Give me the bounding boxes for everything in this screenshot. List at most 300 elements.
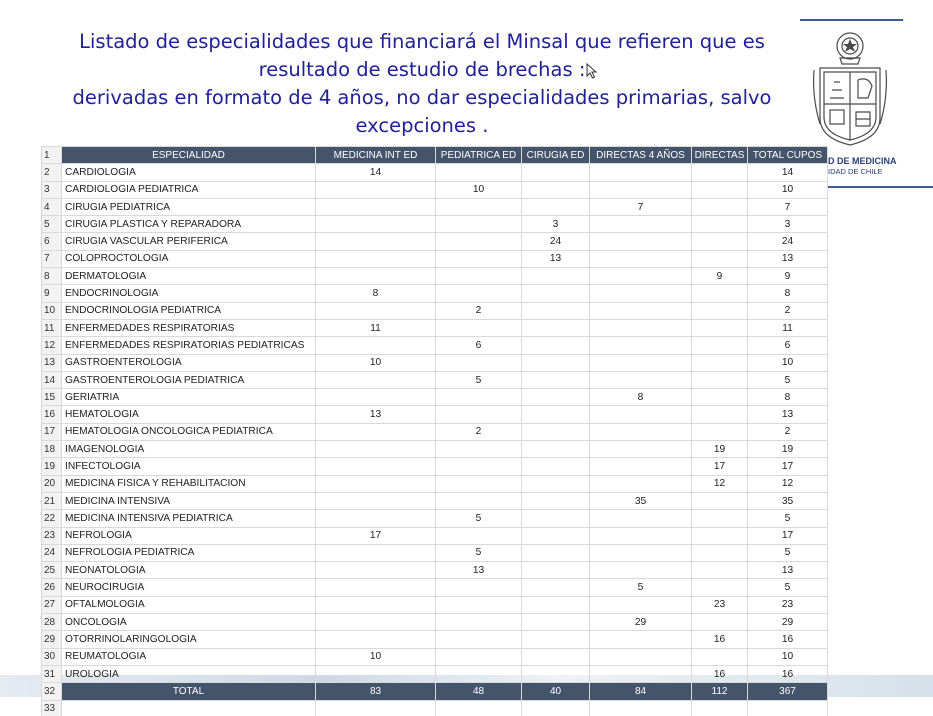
cell-cirugia-ed	[522, 354, 590, 371]
cell-cirugia-ed	[522, 510, 590, 527]
row-number: 10	[42, 302, 62, 319]
cell-total-cupos: 5	[748, 579, 828, 596]
row-number: 16	[42, 406, 62, 423]
cell-total-cupos: 11	[748, 319, 828, 336]
cell-especialidad: CIRUGIA PEDIATRICA	[62, 198, 316, 215]
cell-cirugia-ed	[522, 389, 590, 406]
cell-pediatrica-ed: 2	[436, 302, 522, 319]
cell-directas: 19	[692, 441, 748, 458]
cell-cirugia-ed	[522, 181, 590, 198]
cell-medicina-int-ed	[316, 337, 436, 354]
row-number: 1	[42, 147, 62, 164]
cell-medicina-int-ed	[316, 216, 436, 233]
cell-pediatrica-ed	[436, 631, 522, 648]
cell-cirugia-ed	[522, 614, 590, 631]
row-number: 7	[42, 250, 62, 267]
cell-cirugia-ed	[522, 665, 590, 682]
title-line-2: resultado de estudio de brechas :	[258, 58, 586, 81]
cell-cirugia-ed	[522, 527, 590, 544]
cell-cirugia-ed	[522, 302, 590, 319]
cell-directas: 16	[692, 665, 748, 682]
cell-cirugia-ed	[522, 164, 590, 181]
row-number: 30	[42, 648, 62, 665]
cell-total-cupos: 13	[748, 250, 828, 267]
cell-cirugia-ed	[522, 441, 590, 458]
total-cirugia-ed: 40	[522, 683, 590, 700]
cell-medicina-int-ed	[316, 614, 436, 631]
row-number: 18	[42, 441, 62, 458]
row-number: 5	[42, 216, 62, 233]
cell-cirugia-ed: 24	[522, 233, 590, 250]
cell-directas	[692, 544, 748, 561]
cell-medicina-int-ed: 11	[316, 319, 436, 336]
table-row	[42, 302, 828, 319]
cell-directas: 12	[692, 475, 748, 492]
row-number: 33	[42, 700, 62, 716]
total-directas-4-anos: 84	[590, 683, 692, 700]
row-number: 6	[42, 233, 62, 250]
specialties-table	[41, 146, 828, 716]
cell-directas	[692, 492, 748, 509]
table-row	[42, 285, 828, 302]
cell-directas-4-anos	[590, 406, 692, 423]
cell-cirugia-ed	[522, 319, 590, 336]
cell-medicina-int-ed: 17	[316, 527, 436, 544]
cell-cirugia-ed	[522, 475, 590, 492]
cell-directas-4-anos	[590, 475, 692, 492]
cell-directas-4-anos	[590, 527, 692, 544]
cell-pediatrica-ed	[436, 441, 522, 458]
cell-total-cupos: 7	[748, 198, 828, 215]
mouse-cursor-icon	[586, 63, 598, 79]
cell-directas-4-anos	[590, 354, 692, 371]
row-number: 20	[42, 475, 62, 492]
cell-cirugia-ed	[522, 562, 590, 579]
table-row	[42, 527, 828, 544]
cell-cirugia-ed	[522, 492, 590, 509]
cell-medicina-int-ed	[316, 233, 436, 250]
row-number: 27	[42, 596, 62, 613]
row-number: 21	[42, 492, 62, 509]
cell-medicina-int-ed: 14	[316, 164, 436, 181]
cell-total-cupos: 24	[748, 233, 828, 250]
cell-especialidad: INFECTOLOGIA	[62, 458, 316, 475]
cell-total-cupos: 9	[748, 268, 828, 285]
cell-directas-4-anos	[590, 596, 692, 613]
total-pediatrica-ed: 48	[436, 683, 522, 700]
row-number: 24	[42, 544, 62, 561]
cell-directas	[692, 527, 748, 544]
cell-especialidad: MEDICINA FISICA Y REHABILITACION	[62, 475, 316, 492]
cell-directas	[692, 337, 748, 354]
cell-cirugia-ed	[522, 268, 590, 285]
cell-pediatrica-ed: 5	[436, 510, 522, 527]
cell-directas-4-anos	[590, 268, 692, 285]
row-number: 28	[42, 614, 62, 631]
table-row	[42, 579, 828, 596]
cell-especialidad: MEDICINA INTENSIVA	[62, 492, 316, 509]
cell-total-cupos: 10	[748, 648, 828, 665]
cell-especialidad: GERIATRIA	[62, 389, 316, 406]
cell-directas	[692, 354, 748, 371]
column-header-especialidad: ESPECIALIDAD	[62, 147, 316, 164]
row-number: 9	[42, 285, 62, 302]
total-medicina-int-ed: 83	[316, 683, 436, 700]
cell-directas	[692, 510, 748, 527]
cell-especialidad: NEFROLOGIA PEDIATRICA	[62, 544, 316, 561]
cell-total-cupos: 5	[748, 371, 828, 388]
cell-pediatrica-ed: 5	[436, 371, 522, 388]
column-header-pediatrica-ed: PEDIATRICA ED	[436, 147, 522, 164]
cell-cirugia-ed	[522, 198, 590, 215]
cell-directas	[692, 562, 748, 579]
table-row	[42, 337, 828, 354]
table-row	[42, 458, 828, 475]
cell-especialidad: CARDIOLOGIA	[62, 164, 316, 181]
row-number: 19	[42, 458, 62, 475]
table-row	[42, 198, 828, 215]
cell-total-cupos: 5	[748, 544, 828, 561]
title-line-1: Listado de especialidades que financiará el Minsal que refieren que es	[79, 30, 765, 53]
cell-directas	[692, 423, 748, 440]
table-row	[42, 492, 828, 509]
cell-medicina-int-ed	[316, 510, 436, 527]
row-number: 8	[42, 268, 62, 285]
row-number: 15	[42, 389, 62, 406]
table-row	[42, 475, 828, 492]
table-row	[42, 614, 828, 631]
cell-especialidad: GASTROENTEROLOGIA	[62, 354, 316, 371]
cell-directas	[692, 250, 748, 267]
row-number: 4	[42, 198, 62, 215]
cell-directas	[692, 319, 748, 336]
cell-directas	[692, 164, 748, 181]
row-number: 29	[42, 631, 62, 648]
cell-total-cupos: 17	[748, 458, 828, 475]
cell-total-cupos: 13	[748, 406, 828, 423]
table-row	[42, 423, 828, 440]
cell-directas-4-anos: 7	[590, 198, 692, 215]
cell-directas	[692, 233, 748, 250]
column-header-medicina-int-ed: MEDICINA INT ED	[316, 147, 436, 164]
row-number: 22	[42, 510, 62, 527]
cell-especialidad: ENFERMEDADES RESPIRATORIAS	[62, 319, 316, 336]
row-number: 25	[42, 562, 62, 579]
column-header-total-cupos: TOTAL CUPOS	[748, 147, 828, 164]
cell-total-cupos: 2	[748, 423, 828, 440]
cell-directas	[692, 389, 748, 406]
cell-directas	[692, 614, 748, 631]
cell-pediatrica-ed	[436, 354, 522, 371]
faculty-name	[828, 156, 933, 176]
cell-total-cupos: 2	[748, 302, 828, 319]
cell-total-cupos: 12	[748, 475, 828, 492]
cell-total-cupos: 29	[748, 614, 828, 631]
table-row	[42, 371, 828, 388]
cell-pediatrica-ed	[436, 198, 522, 215]
cell-total-cupos: 5	[748, 510, 828, 527]
cell-pediatrica-ed	[436, 233, 522, 250]
cell-directas	[692, 216, 748, 233]
cell-cirugia-ed	[522, 406, 590, 423]
cell-especialidad: CARDIOLOGIA PEDIATRICA	[62, 181, 316, 198]
cell-total-cupos: 13	[748, 562, 828, 579]
cell-especialidad: ENFERMEDADES RESPIRATORIAS PEDIATRICAS	[62, 337, 316, 354]
cell-directas	[692, 302, 748, 319]
cell-medicina-int-ed: 13	[316, 406, 436, 423]
row-number: 17	[42, 423, 62, 440]
cell-total-cupos: 8	[748, 285, 828, 302]
cell-medicina-int-ed	[316, 562, 436, 579]
cell-directas-4-anos: 8	[590, 389, 692, 406]
cell-pediatrica-ed	[436, 527, 522, 544]
faculty-name-line-2: IDAD DE CHILE	[828, 167, 883, 176]
cell-pediatrica-ed	[436, 319, 522, 336]
cell-pediatrica-ed: 10	[436, 181, 522, 198]
row-number: 26	[42, 579, 62, 596]
cell-directas-4-anos	[590, 319, 692, 336]
table-row	[42, 631, 828, 648]
cell-especialidad: MEDICINA INTENSIVA PEDIATRICA	[62, 510, 316, 527]
cell-directas-4-anos: 29	[590, 614, 692, 631]
cell-directas	[692, 406, 748, 423]
cell-medicina-int-ed	[316, 596, 436, 613]
cell-pediatrica-ed	[436, 492, 522, 509]
table-row	[42, 389, 828, 406]
cell-directas-4-anos	[590, 423, 692, 440]
cell-pediatrica-ed: 2	[436, 423, 522, 440]
row-number: 23	[42, 527, 62, 544]
cell-directas-4-anos	[590, 250, 692, 267]
cell-medicina-int-ed: 10	[316, 648, 436, 665]
cell-medicina-int-ed	[316, 250, 436, 267]
cell-directas	[692, 648, 748, 665]
row-number: 3	[42, 181, 62, 198]
row-number: 11	[42, 319, 62, 336]
cell-medicina-int-ed	[316, 371, 436, 388]
cell-pediatrica-ed: 13	[436, 562, 522, 579]
cell-total-cupos: 14	[748, 164, 828, 181]
cell-directas-4-anos: 35	[590, 492, 692, 509]
cell-cirugia-ed	[522, 285, 590, 302]
cell-cirugia-ed	[522, 371, 590, 388]
cell-directas: 17	[692, 458, 748, 475]
cell-directas-4-anos	[590, 337, 692, 354]
cell-medicina-int-ed	[316, 579, 436, 596]
cell-pediatrica-ed	[436, 475, 522, 492]
cell-medicina-int-ed: 8	[316, 285, 436, 302]
cell-directas-4-anos	[590, 164, 692, 181]
cell-especialidad: CIRUGIA VASCULAR PERIFERICA	[62, 233, 316, 250]
cell-directas-4-anos	[590, 648, 692, 665]
cell-directas-4-anos	[590, 458, 692, 475]
cell-total-cupos: 8	[748, 389, 828, 406]
cell-medicina-int-ed	[316, 475, 436, 492]
university-crest-icon	[810, 28, 890, 148]
cell-medicina-int-ed	[316, 389, 436, 406]
cell-medicina-int-ed	[316, 665, 436, 682]
cell-total-cupos: 23	[748, 596, 828, 613]
cell-directas-4-anos	[590, 665, 692, 682]
table-row	[42, 596, 828, 613]
cell-especialidad: DERMATOLOGIA	[62, 268, 316, 285]
cell-especialidad: OTORRINOLARINGOLOGIA	[62, 631, 316, 648]
column-header-directas: DIRECTAS	[692, 147, 748, 164]
row-number: 2	[42, 164, 62, 181]
cell-especialidad: COLOPROCTOLOGIA	[62, 250, 316, 267]
cell-cirugia-ed	[522, 544, 590, 561]
cell-pediatrica-ed: 6	[436, 337, 522, 354]
cell-especialidad: REUMATOLOGIA	[62, 648, 316, 665]
table-row	[42, 216, 828, 233]
cell-directas-4-anos	[590, 562, 692, 579]
faculty-name-line-1: D DE MEDICINA	[828, 156, 897, 166]
table-body	[42, 164, 828, 683]
cell-medicina-int-ed	[316, 268, 436, 285]
cell-especialidad: NEFROLOGIA	[62, 527, 316, 544]
logo-rule-bottom	[828, 186, 933, 188]
cell-pediatrica-ed	[436, 614, 522, 631]
cell-directas	[692, 371, 748, 388]
title-line-4: excepciones .	[355, 114, 489, 137]
table-row	[42, 648, 828, 665]
row-number: 14	[42, 371, 62, 388]
cell-directas-4-anos	[590, 544, 692, 561]
cell-especialidad: UROLOGIA	[62, 665, 316, 682]
cell-cirugia-ed	[522, 596, 590, 613]
cell-cirugia-ed	[522, 579, 590, 596]
cell-pediatrica-ed	[436, 164, 522, 181]
cell-total-cupos: 16	[748, 665, 828, 682]
cell-pediatrica-ed	[436, 250, 522, 267]
column-header-cirugia-ed: CIRUGIA ED	[522, 147, 590, 164]
cell-directas	[692, 579, 748, 596]
cell-especialidad: HEMATOLOGIA ONCOLOGICA PEDIATRICA	[62, 423, 316, 440]
cell-directas	[692, 181, 748, 198]
table-row	[42, 354, 828, 371]
cell-pediatrica-ed	[436, 285, 522, 302]
table-header-row	[42, 147, 828, 164]
cell-pediatrica-ed	[436, 216, 522, 233]
table-row	[42, 164, 828, 181]
cell-total-cupos: 19	[748, 441, 828, 458]
cell-pediatrica-ed	[436, 596, 522, 613]
cell-total-cupos: 17	[748, 527, 828, 544]
cell-especialidad: GASTROENTEROLOGIA PEDIATRICA	[62, 371, 316, 388]
cell-cirugia-ed: 13	[522, 250, 590, 267]
cell-especialidad: ENDOCRINOLOGIA	[62, 285, 316, 302]
cell-especialidad: ENDOCRINOLOGIA PEDIATRICA	[62, 302, 316, 319]
table-row	[42, 665, 828, 682]
cell-cirugia-ed	[522, 648, 590, 665]
cell-directas-4-anos	[590, 285, 692, 302]
row-number: 13	[42, 354, 62, 371]
cell-directas-4-anos	[590, 181, 692, 198]
cell-medicina-int-ed	[316, 441, 436, 458]
cell-total-cupos: 10	[748, 354, 828, 371]
title-line-3: derivadas en formato de 4 años, no dar especialidades primarias, salvo	[72, 86, 772, 109]
table-row	[42, 319, 828, 336]
table-total-row	[42, 683, 828, 700]
cell-especialidad: ONCOLOGIA	[62, 614, 316, 631]
cell-directas-4-anos	[590, 510, 692, 527]
cell-directas-4-anos	[590, 216, 692, 233]
table-row	[42, 250, 828, 267]
cell-directas: 16	[692, 631, 748, 648]
cell-directas-4-anos: 5	[590, 579, 692, 596]
cell-pediatrica-ed	[436, 648, 522, 665]
total-label: TOTAL	[62, 683, 316, 700]
cell-medicina-int-ed	[316, 492, 436, 509]
cell-directas-4-anos	[590, 302, 692, 319]
cell-directas: 23	[692, 596, 748, 613]
cell-medicina-int-ed	[316, 181, 436, 198]
cell-medicina-int-ed	[316, 458, 436, 475]
cell-pediatrica-ed	[436, 406, 522, 423]
cell-pediatrica-ed	[436, 665, 522, 682]
cell-directas-4-anos	[590, 233, 692, 250]
table-row	[42, 441, 828, 458]
cell-especialidad: HEMATOLOGIA	[62, 406, 316, 423]
cell-total-cupos: 10	[748, 181, 828, 198]
cell-directas-4-anos	[590, 441, 692, 458]
table-row	[42, 233, 828, 250]
cell-medicina-int-ed	[316, 423, 436, 440]
cell-medicina-int-ed	[316, 198, 436, 215]
logo-rule-top	[800, 19, 903, 21]
cell-cirugia-ed: 3	[522, 216, 590, 233]
cell-total-cupos: 6	[748, 337, 828, 354]
column-header-directas-4-anos: DIRECTAS 4 AÑOS	[590, 147, 692, 164]
cell-directas-4-anos	[590, 371, 692, 388]
cell-pediatrica-ed	[436, 268, 522, 285]
cell-medicina-int-ed	[316, 302, 436, 319]
table-row	[42, 181, 828, 198]
table-next-row	[42, 700, 828, 716]
cell-pediatrica-ed	[436, 458, 522, 475]
cell-cirugia-ed	[522, 458, 590, 475]
cell-total-cupos: 3	[748, 216, 828, 233]
cell-pediatrica-ed: 5	[436, 544, 522, 561]
cell-cirugia-ed	[522, 337, 590, 354]
cell-cirugia-ed	[522, 631, 590, 648]
cell-pediatrica-ed	[436, 389, 522, 406]
table-row	[42, 510, 828, 527]
slide-title	[62, 28, 782, 140]
total-directas: 112	[692, 683, 748, 700]
cell-total-cupos: 35	[748, 492, 828, 509]
cell-directas: 9	[692, 268, 748, 285]
cell-pediatrica-ed	[436, 579, 522, 596]
cell-medicina-int-ed	[316, 631, 436, 648]
table-row	[42, 406, 828, 423]
cell-cirugia-ed	[522, 423, 590, 440]
cell-total-cupos: 16	[748, 631, 828, 648]
cell-directas	[692, 198, 748, 215]
row-number: 31	[42, 665, 62, 682]
cell-directas	[692, 285, 748, 302]
cell-directas-4-anos	[590, 631, 692, 648]
cell-especialidad: CIRUGIA PLASTICA Y REPARADORA	[62, 216, 316, 233]
cell-medicina-int-ed: 10	[316, 354, 436, 371]
cell-especialidad: NEONATOLOGIA	[62, 562, 316, 579]
cell-especialidad: NEUROCIRUGIA	[62, 579, 316, 596]
cell-especialidad: OFTALMOLOGIA	[62, 596, 316, 613]
total-cupos: 367	[748, 683, 828, 700]
table-row	[42, 268, 828, 285]
row-number: 12	[42, 337, 62, 354]
cell-especialidad: IMAGENOLOGIA	[62, 441, 316, 458]
